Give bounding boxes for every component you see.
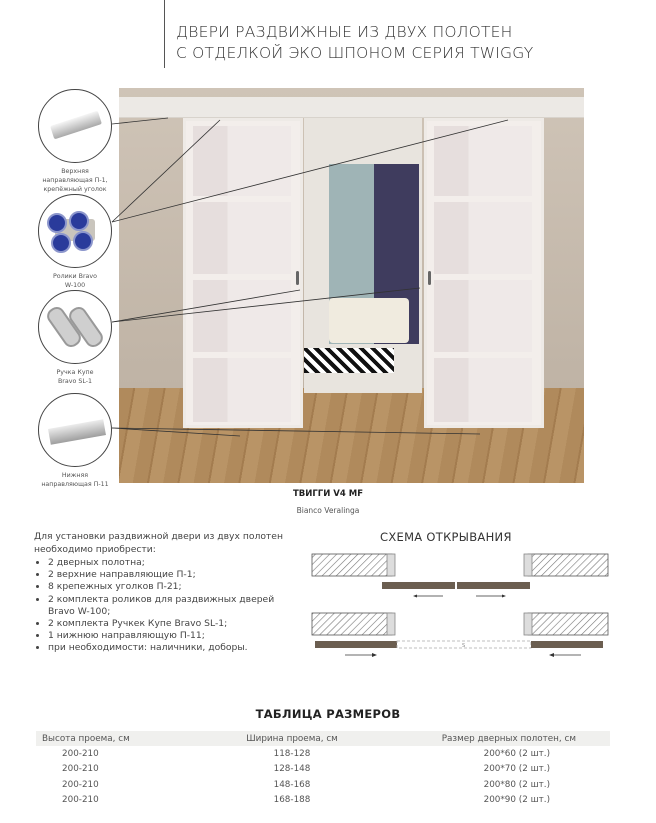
leader-line [112, 428, 480, 434]
callout-roller [36, 194, 114, 290]
gap-label: S [462, 643, 466, 649]
wall-right [528, 554, 608, 576]
size-table-title: ТАБЛИЦА РАЗМЕРОВ [255, 707, 401, 721]
door-leaf-open [315, 641, 397, 648]
table-cell: 200*80 (2 шт.) [483, 779, 550, 790]
wall-jamb [524, 613, 532, 635]
callout-handle [36, 290, 114, 386]
table-cell: 200*60 (2 шт.) [483, 748, 550, 759]
table-cell: 200-210 [62, 795, 99, 806]
list-item: • 2 комплекта Ручкек Купе Bravo SL-1; [48, 618, 278, 630]
caption-line: Ручка Купе [56, 369, 94, 376]
wall-left [312, 554, 392, 576]
requirements-intro: Для установки раздвижной двери из двух полотен необходимо приобрести: [34, 531, 283, 555]
table-cell: 200-210 [62, 764, 99, 775]
door-handle-icon [38, 290, 112, 364]
leader-line [112, 120, 220, 222]
caption-line: Ролики Bravo [52, 273, 97, 280]
caption-line: W-100 [64, 282, 86, 289]
table-cell: 168-188 [273, 795, 311, 806]
wall-jamb [524, 554, 532, 576]
title-line-2: С ОТДЕЛКОЙ ЭКО ШПОНОМ СЕРИЯ TWIGGY [176, 44, 534, 62]
table-header-row [36, 731, 610, 746]
opening-scheme [300, 548, 630, 668]
table-row [36, 762, 610, 778]
caption-line: Верхняя [61, 168, 89, 175]
requirements-list [38, 557, 278, 655]
arrow-right-head [502, 595, 506, 598]
arrow-right-head [372, 653, 377, 657]
table-row [36, 777, 610, 793]
list-item: • 2 комплекта роликов для раздвижных дверей Bravo W-100; [48, 594, 278, 618]
leader-line [112, 288, 420, 322]
caption-line: крепёжный уголок [43, 186, 107, 193]
wall-left [312, 613, 392, 635]
table-cell: 148-168 [273, 779, 311, 790]
list-item: • 8 крепежных уголков П-21; [48, 581, 278, 593]
caption-line: Нижняя [61, 472, 89, 479]
leader-line [112, 118, 168, 124]
door-leaf [382, 582, 455, 589]
column-header: Размер дверных полотен, см [382, 731, 610, 746]
column-header: Высота проема, см [36, 731, 202, 746]
size-table [36, 731, 610, 808]
callout-caption [36, 471, 114, 489]
wall-right [528, 613, 608, 635]
list-item: • 1 нижнюю направляющую П-11; [48, 630, 278, 642]
arrow-left-head [549, 653, 554, 657]
callout-caption [36, 272, 114, 290]
callout-top-rail [36, 89, 114, 203]
list-item: • 2 верхние направляющие П-1; [48, 569, 278, 581]
model-color: Bianco Veralinga [296, 506, 360, 515]
wall-jamb [387, 613, 395, 635]
leader-line [112, 290, 300, 322]
table-row [36, 793, 610, 809]
table-cell: 200-210 [62, 779, 99, 790]
list-item: • 2 дверных полотна; [48, 557, 278, 569]
roller-icon [38, 194, 112, 268]
table-cell: 200-210 [62, 748, 99, 759]
door-leaf-open [531, 641, 603, 648]
callout-bottom-rail [36, 393, 114, 489]
table-cell: 118-128 [273, 748, 311, 759]
wall-jamb [387, 554, 395, 576]
model-name: ТВИГГИ V4 MF [292, 489, 363, 499]
top-rail-icon [38, 89, 112, 163]
callout-caption [36, 368, 114, 386]
door-leaf [457, 582, 530, 589]
caption-line: направляющая П-1, [42, 177, 108, 184]
caption-line: Bravo SL-1 [57, 378, 93, 385]
bottom-rail-icon [38, 393, 112, 467]
table-cell: 200*70 (2 шт.) [483, 764, 550, 775]
arrow-left-head [413, 595, 417, 598]
caption-line: направляющая П-11 [41, 481, 109, 488]
list-item: • при необходимости: наличники, доборы. [48, 642, 278, 654]
leader-line [112, 120, 508, 222]
table-cell: 128-148 [273, 764, 311, 775]
table-row [36, 746, 610, 762]
column-header: Ширина проема, см [202, 731, 382, 746]
table-cell: 200*90 (2 шт.) [483, 795, 550, 806]
title-line-1: ДВЕРИ РАЗДВИЖНЫЕ ИЗ ДВУХ ПОЛОТЕН [176, 23, 513, 41]
scheme-title: СХЕМА ОТКРЫВАНИЯ [380, 530, 512, 544]
